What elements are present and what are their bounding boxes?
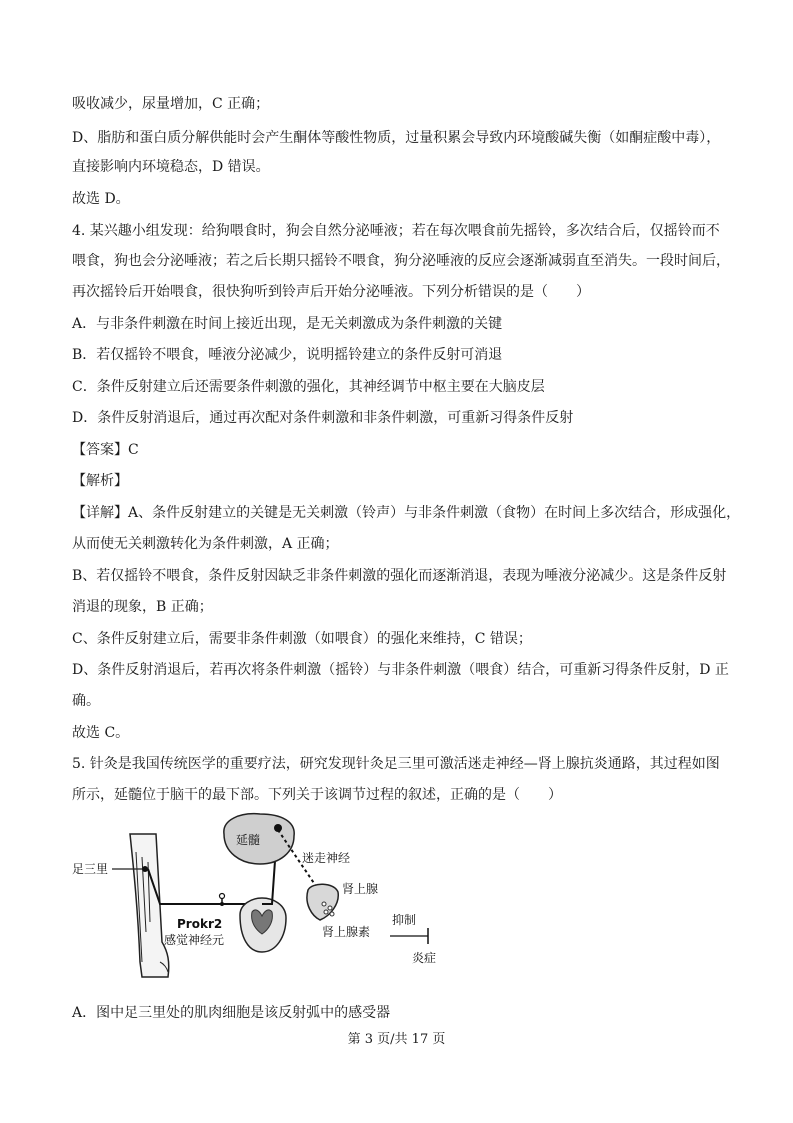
- acupoint-marker: [142, 866, 148, 872]
- text-line: 故选 D。: [72, 191, 130, 207]
- adrenal-label: 肾上腺: [342, 882, 379, 896]
- option-a: A．图中足三里处的肌肉细胞是该反射弧中的感受器: [72, 1005, 391, 1021]
- sensory-nerve-line: [148, 869, 262, 904]
- conclusion-line: 故选 C。: [72, 725, 130, 741]
- answer-label: 【答案】C: [72, 442, 139, 458]
- explanation-line: C、条件反射建立后，需要非条件刺激（如喂食）的强化来维持，C 错误；: [72, 631, 532, 647]
- leg-illustration: [130, 834, 169, 977]
- question-5-stem: 所示，延髓位于脑干的最下部。下列关于该调节过程的叙述，正确的是（ ）: [72, 787, 562, 803]
- explanation-line: 从而使无关刺激转化为条件刺激，A 正确；: [72, 536, 339, 552]
- explanation-line: 消退的现象，B 正确；: [72, 599, 213, 615]
- spinal-cord-section: [240, 898, 286, 952]
- option-c: C．条件反射建立后还需要条件刺激的强化，其神经调节中枢主要在大脑皮层: [72, 379, 545, 395]
- analysis-label: 【解析】: [72, 473, 128, 489]
- epinephrine-label: 肾上腺素: [322, 925, 371, 939]
- sensory-neuron-label: 感觉神经元: [164, 933, 225, 947]
- explanation-line: B、若仅摇铃不喂食，条件反射因缺乏非条件刺激的强化而逐渐消退，表现为唾液分泌减少。这是条件反射: [72, 568, 727, 584]
- option-a: A．与非条件刺激在时间上接近出现，是无关刺激成为条件刺激的关键: [72, 316, 503, 332]
- text-line: 直接影响内环境稳态，D 错误。: [72, 159, 270, 175]
- text-line: D、脂肪和蛋白质分解供能时会产生酮体等酸性物质，过量积累会导致内环境酸碱失衡（如酮症酸中毒），: [72, 130, 721, 146]
- question-4-stem: 喂食，狗也会分泌唾液；若之后长期只摇铃不喂食，狗分泌唾液的反应会逐渐减弱直至消失。一段时间后，: [72, 253, 730, 269]
- medulla-label: 延髓: [236, 833, 261, 847]
- inflammation-label: 炎症: [412, 951, 437, 965]
- text-line: 吸收减少，尿量增加，C 正确；: [72, 96, 270, 112]
- zusanli-label: 足三里: [72, 862, 109, 876]
- adrenal-gland-shape: [307, 884, 338, 920]
- prokr2-label: Prokr2: [177, 917, 223, 931]
- question-4-stem: 4. 某兴趣小组发现：给狗喂食时，狗会自然分泌唾液；若在每次喂食前先摇铃，多次结合后，仅摇铃而不: [72, 223, 720, 239]
- explanation-line: D、条件反射消退后，若再次将条件刺激（摇铃）与非条件刺激（喂食）结合，可重新习得条件反射，D 正: [72, 662, 729, 678]
- page-footer: 第 3 页/共 17 页: [347, 1032, 446, 1047]
- acupuncture-pathway-diagram: [72, 812, 452, 992]
- vagus-nerve-label: 迷走神经: [302, 851, 351, 865]
- explanation-line: 确。: [72, 693, 100, 709]
- option-b: B．若仅摇铃不喂食，唾液分泌减少，说明摇铃建立的条件反射可消退: [72, 347, 503, 363]
- question-4-stem: 再次摇铃后开始喂食，很快狗听到铃声后开始分泌唾液。下列分析错误的是（ ）: [72, 284, 590, 300]
- question-5-stem: 5. 针灸是我国传统医学的重要疗法，研究发现针灸足三里可激活迷走神经—肾上腺抗炎通路，其过程如图: [72, 756, 720, 772]
- explanation-line: 【详解】A、条件反射建立的关键是无关刺激（铃声）与非条件刺激（食物）在时间上多次结合，形成强化，: [72, 505, 741, 521]
- inhibit-label: 抑制: [392, 913, 417, 927]
- option-d: D．条件反射消退后，通过再次配对条件刺激和非条件刺激，可重新习得条件反射: [72, 410, 574, 426]
